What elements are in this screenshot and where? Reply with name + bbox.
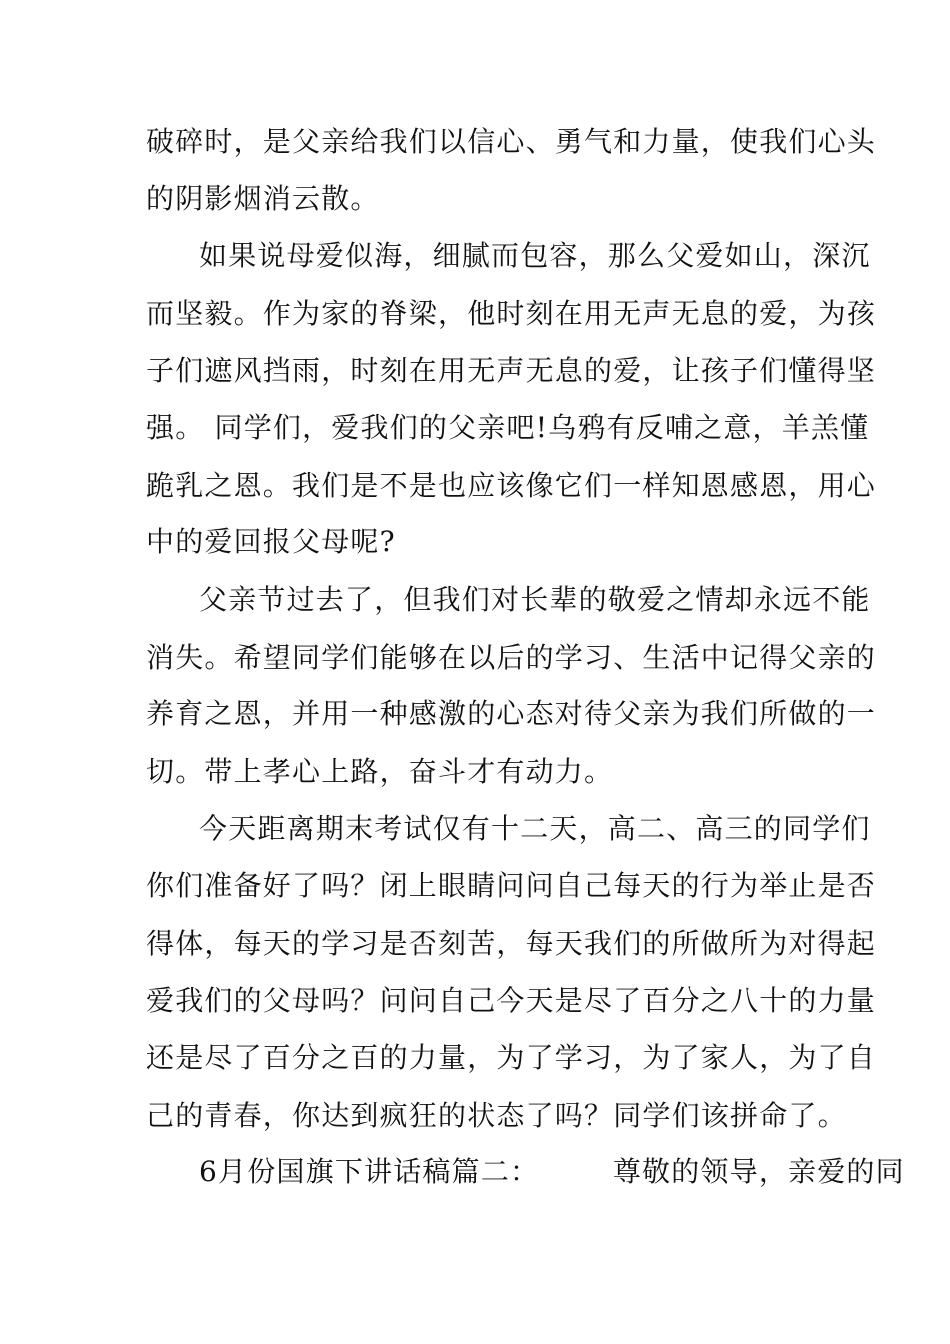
text-line: 强。 同学们，爱我们的父亲吧!乌鸦有反哺之意，羊羔懂 (146, 411, 870, 444)
text-line: 切。带上孝心上路，奋斗才有动力。 (146, 755, 614, 788)
text-line: 得体，每天的学习是否刻苦，每天我们的所做所为对得起 (146, 927, 877, 960)
text-line: 的阴影烟消云散。 (146, 182, 380, 215)
text-line: 养育之恩，并用一种感激的心态对待父亲为我们所做的一 (146, 697, 877, 730)
text-line: 中的爱回报父母呢? (146, 525, 396, 558)
section-heading-line: 6月份国旗下讲话稿篇二： 尊敬的领导，亲爱的同 (199, 1155, 905, 1188)
text-line: 还是尽了百分之百的力量，为了学习，为了家人，为了自 (146, 1041, 877, 1074)
text-line: 破碎时，是父亲给我们以信心、勇气和力量，使我们心头 (146, 125, 877, 158)
text-line: 你们准备好了吗？闭上眼睛问问自己每天的行为举止是否 (146, 869, 877, 902)
text-line: 子们遮风挡雨，时刻在用无声无息的爱，让孩子们懂得坚 (146, 354, 877, 387)
text-line: 爱我们的父母吗？问问自己今天是尽了百分之八十的力量 (146, 984, 877, 1017)
text-line: 消失。希望同学们能够在以后的学习、生活中记得父亲的 (146, 641, 877, 674)
paragraph-start-line: 今天距离期末考试仅有十二天，高二、高三的同学们 (199, 812, 871, 845)
text-line: 己的青春，你达到疯狂的状态了吗？同学们该拼命了。 (146, 1099, 847, 1132)
paragraph-start-line: 如果说母爱似海，细腻而包容，那么父爱如山，深沉 (199, 239, 871, 272)
text-line: 跪乳之恩。我们是不是也应该像它们一样知恩感恩，用心 (146, 469, 877, 502)
text-line: 而坚毅。作为家的脊梁，他时刻在用无声无息的爱，为孩 (146, 297, 877, 330)
paragraph-start-line: 父亲节过去了，但我们对长辈的敬爱之情却永远不能 (199, 583, 871, 616)
